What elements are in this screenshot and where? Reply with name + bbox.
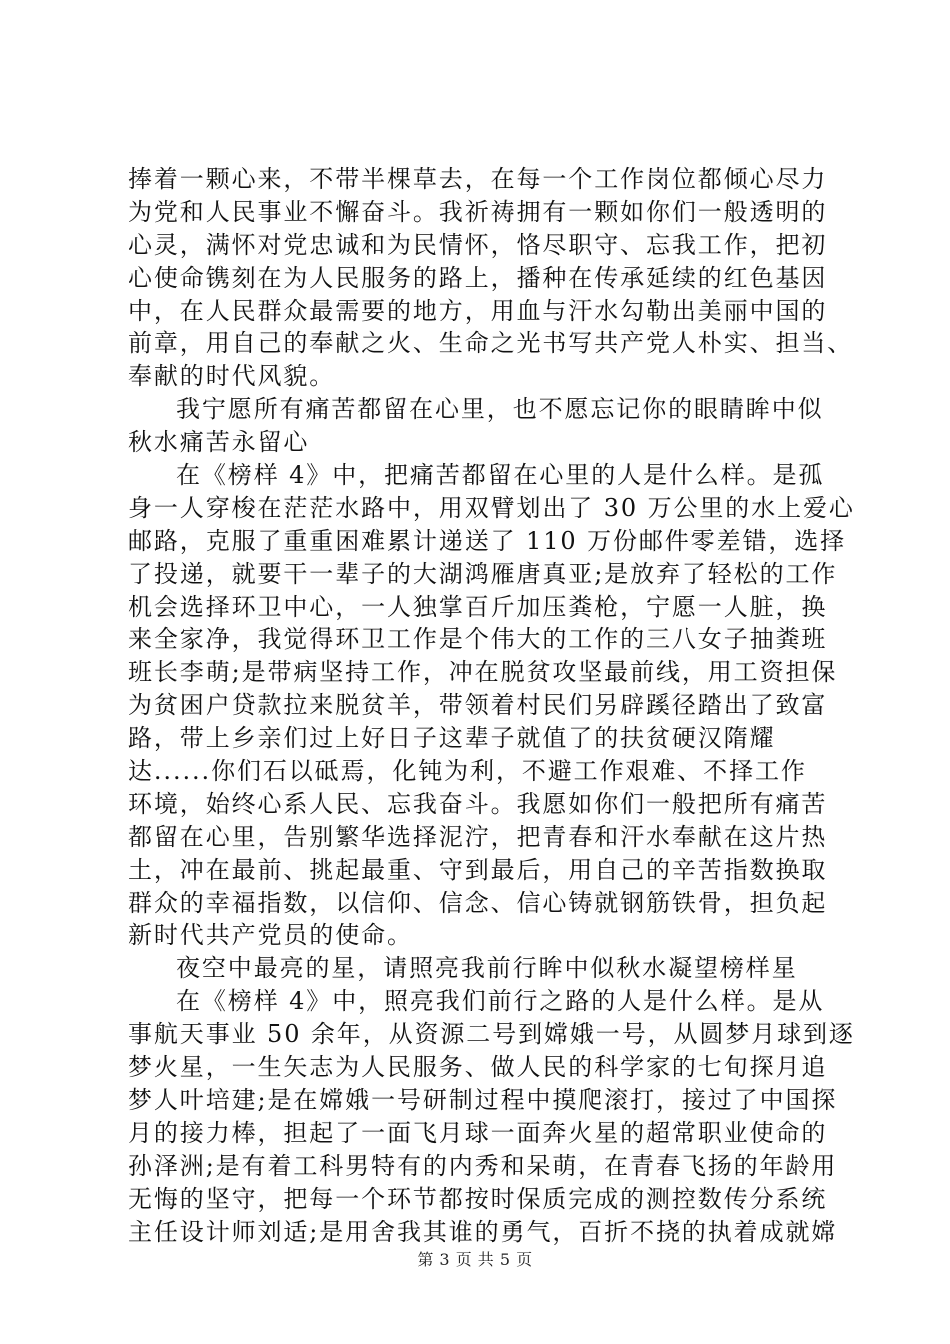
text-line: 班长李萌;是带病坚持工作，冲在脱贫攻坚最前线，用工资担保: [128, 658, 838, 687]
text-line: 心灵，满怀对党忠诚和为民情怀，恪尽职守、忘我工作，把初: [128, 230, 828, 259]
text-line: 事航天事业 50 余年，从资源二号到嫦娥一号，从圆梦月球到逐: [128, 1020, 855, 1049]
text-line: 了投递，就要干一辈子的大湖鸿雁唐真亚;是放弃了轻松的工作: [128, 559, 838, 588]
text-line: 前章，用自己的奉献之火、生命之光书写共产党人朴实、担当、: [128, 329, 854, 358]
text-line: 夜空中最亮的星，请照亮我前行眸中似秋水凝望榜样星: [176, 954, 798, 983]
text-line: 来全家净，我觉得环卫工作是个伟大的工作的三八女子抽粪班: [128, 625, 828, 654]
text-line: 都留在心里，告别繁华选择泥泞，把青春和汗水奉献在这片热: [128, 822, 828, 851]
text-line: 邮路，克服了重重困难累计递送了 110 万份邮件零差错，选择: [128, 526, 847, 555]
text-line: 孙泽洲;是有着工科男特有的内秀和呆萌，在青春飞扬的年龄用: [128, 1151, 838, 1180]
text-line: 机会选择环卫中心，一人独掌百斤加压粪枪，宁愿一人脏，换: [128, 592, 828, 621]
text-line: 为贫困户贷款拉来脱贫羊，带领着村民们另辟蹊径踏出了致富: [128, 691, 828, 720]
text-line: 捧着一颗心来，不带半棵草去，在每一个工作岗位都倾心尽力: [128, 165, 828, 193]
text-line: 中，在人民群众最需要的地方，用血与汗水勾勒出美丽中国的: [128, 296, 828, 325]
text-line: 奉献的时代风貌。: [128, 362, 336, 391]
page-number-footer: 第 3 页 共 5 页: [417, 1250, 533, 1269]
text-line: 为党和人民事业不懈奋斗。我祈祷拥有一颗如你们一般透明的: [128, 197, 828, 226]
text-line: 在《榜样 4》中，把痛苦都留在心里的人是什么样。是孤: [176, 461, 825, 490]
text-line: 梦人叶培建;是在嫦娥一号研制过程中摸爬滚打，接过了中国探: [128, 1085, 838, 1114]
text-line: 无悔的坚守，把每一个环节都按时保质完成的测控数传分系统: [128, 1184, 828, 1213]
text-line: 新时代共产党员的使命。: [128, 921, 413, 950]
text-line: 主任设计师刘适;是用舍我其谁的勇气，百折不挠的执着成就嫦: [128, 1217, 838, 1246]
text-line: 我宁愿所有痛苦都留在心里，也不愿忘记你的眼睛眸中似: [176, 395, 824, 424]
text-line: 梦火星，一生矢志为人民服务、做人民的科学家的七旬探月追: [128, 1053, 828, 1082]
text-line: 月的接力棒，担起了一面飞月球一面奔火星的超常职业使命的: [128, 1118, 828, 1147]
document-body: [128, 163, 855, 1248]
text-line: 土，冲在最前、挑起最重、守到最后，用自己的辛苦指数换取: [128, 855, 828, 884]
text-line: 达......你们石以砥焉，化钝为利，不避工作艰难、不择工作: [128, 757, 807, 786]
text-line: 身一人穿梭在茫茫水路中，用双臂划出了 30 万公里的水上爱心: [128, 493, 855, 522]
text-line: 心使命镌刻在为人民服务的路上，播种在传承延续的红色基因: [128, 263, 828, 292]
text-line: 在《榜样 4》中，照亮我们前行之路的人是什么样。是从: [176, 987, 825, 1016]
text-line: 环境，始终心系人民、忘我奋斗。我愿如你们一般把所有痛苦: [128, 789, 828, 818]
text-line: 路，带上乡亲们过上好日子这辈子就值了的扶贫硬汉隋耀: [128, 724, 776, 753]
text-line: 秋水痛苦永留心: [128, 428, 310, 457]
text-line: 群众的幸福指数，以信仰、信念、信心铸就钢筋铁骨，担负起: [128, 888, 828, 917]
